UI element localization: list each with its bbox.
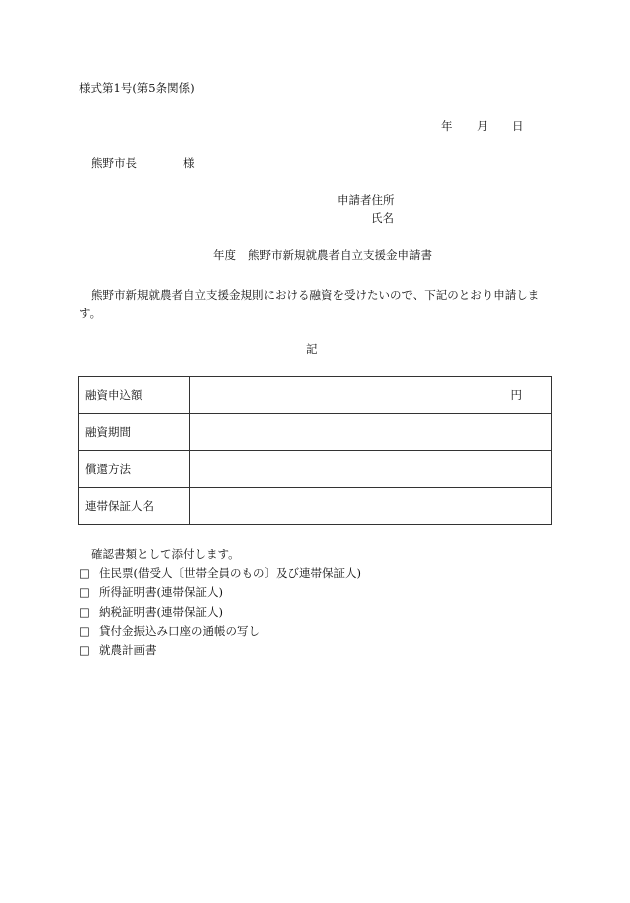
document-title [213,248,432,262]
table-row [79,414,552,451]
loan-details-table [78,376,552,525]
loan-amount-field[interactable] [190,377,552,414]
repayment-method-field[interactable] [190,451,552,488]
attachment-label: 就農計画書 [99,643,157,658]
repayment-method-label: 償還方法 [79,451,190,488]
table-row [79,377,552,414]
attachment-label: 貸付金振込み口座の通帳の写し [99,623,260,638]
checkbox-icon[interactable]: □ [79,643,90,658]
checkbox-icon[interactable]: □ [79,566,90,580]
date-month-label: 月 [477,119,489,133]
attachment-label: 住民票(借受人〔世帯全員のもの〕及び連帯保証人) [99,566,361,580]
list-item [79,585,361,604]
guarantor-name-label: 連帯保証人名 [79,488,190,525]
loan-amount-label: 融資申込額 [79,377,190,414]
addressee [91,156,195,170]
ki-heading: 記 [306,342,318,356]
yen-unit: 円 [510,388,522,402]
loan-period-field[interactable] [190,414,552,451]
table-row [79,488,552,525]
date-year-label: 年 [441,119,453,133]
attachments-intro: 確認書類として添付します。 [91,547,240,561]
addressee-name: 熊野市長 [91,156,137,170]
checkbox-icon[interactable]: □ [79,604,90,619]
title-fiscal-year: 年度 [213,248,236,262]
form-number: 様式第1号(第5条関係) [79,81,195,95]
attachment-label: 納税証明書(連帯保証人) [99,604,223,619]
table-row [79,451,552,488]
date-day-label: 日 [512,119,524,133]
attachments-list [79,566,361,662]
list-item [79,643,361,662]
list-item [79,624,361,643]
body-text: 熊野市新規就農者自立支援金規則における融資を受けたいので、下記のとおり申請します。 [79,288,540,320]
date-line [441,119,524,133]
checkbox-icon[interactable]: □ [79,585,90,600]
attachment-label: 所得証明書(連帯保証人) [99,585,223,600]
loan-period-label: 融資期間 [79,414,190,451]
addressee-honorific: 様 [183,156,195,170]
checkbox-icon[interactable]: □ [79,623,90,638]
list-item [79,605,361,624]
applicant-address-label: 申請者住所 [337,193,395,207]
guarantor-name-field[interactable] [190,488,552,525]
applicant-name-label: 氏名 [371,211,394,225]
title-main: 熊野市新規就農者自立支援金申請書 [248,248,432,262]
list-item [79,566,361,585]
